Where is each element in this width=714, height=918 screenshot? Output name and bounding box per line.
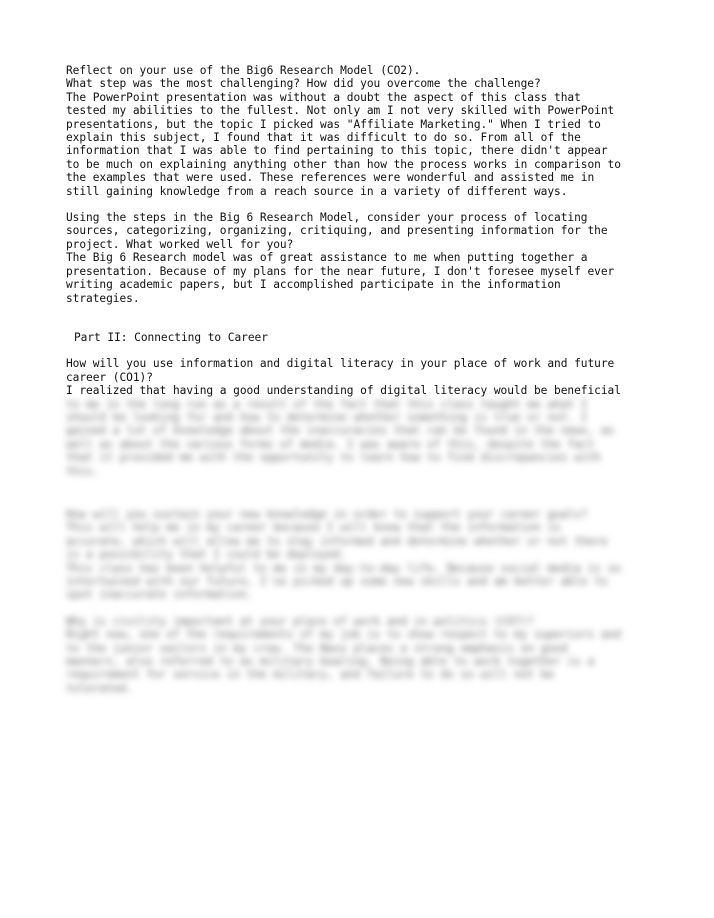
- answer-line: I realized that having a good understanding of digital literacy would be beneficial: [66, 384, 621, 398]
- big6-steps-section: [66, 211, 666, 305]
- answer-line: intertwined with our future, I've picked up some new skills and am better able to: [66, 575, 608, 588]
- answer-line: information that I was able to find pertaining to this topic, there didn't appear: [66, 144, 608, 158]
- answer-line: explain this subject, I found that it was difficult to do so. From all of the: [66, 131, 581, 145]
- civility-section: [66, 615, 666, 695]
- answer-line: gained a lot of knowledge about the inaccuracies that can be found in the news, as: [66, 424, 615, 438]
- question-line: What step was the most challenging? How did you overcome the challenge?: [66, 77, 541, 91]
- question-line: Why is civility important at your place of work and in politics (CO7)?: [66, 614, 534, 628]
- question-line: Using the steps in the Big 6 Research Model, consider your process of locating: [66, 211, 588, 225]
- part-heading: Part II: Connecting to Career: [74, 330, 268, 344]
- question-line: How will you use information and digital literacy in your place of work and future: [66, 357, 615, 371]
- document-body: [66, 64, 666, 695]
- digital-literacy-section: [66, 357, 666, 478]
- question-line: How will you sustain your new knowledge in order to support your career goals?: [66, 507, 588, 521]
- question-line: career (CO1)?: [66, 370, 153, 384]
- answer-line: presentation. Because of my plans for the near future, I don't foresee myself ever: [66, 264, 615, 278]
- reflection-section: [66, 64, 666, 198]
- answer-line: to the junior sailors in my crew. The Navy places a strong emphasis on good: [66, 641, 568, 655]
- answer-line: The PowerPoint presentation was without a doubt the aspect of this class that: [66, 90, 581, 104]
- answer-line: This class has been helpful to me in my day-to-day life. Because social media is so: [66, 561, 621, 575]
- answer-line: writing academic papers, but I accomplished participate in the information: [66, 278, 561, 292]
- answer-line: The Big 6 Research model was of great assistance to me when putting together a: [66, 251, 588, 265]
- answer-line: is a possibility that I could be deployed.: [66, 548, 347, 562]
- answer-line: tested my abilities to the fullest. Not only am I not very skilled with PowerPoint: [66, 104, 615, 118]
- answer-line: Right now, one of the requirements of my job is to show respect to my superiors and: [66, 628, 621, 642]
- answer-line: that it provided me with the opportunity to learn how to find discrepancies with: [66, 451, 601, 465]
- answer-line: this.: [66, 464, 100, 478]
- answer-line: tolerated.: [66, 681, 133, 695]
- answer-line: to me in the long run as a result of the fact that this class taught me what I: [66, 397, 588, 411]
- answer-line: presentations, but the topic I picked was "Affiliate Marketing." When I tried to: [66, 117, 601, 131]
- answer-line: strategies.: [66, 291, 140, 305]
- answer-line: spot inaccurate information.: [66, 588, 254, 602]
- question-line: project. What worked well for you?: [66, 237, 294, 251]
- sustain-knowledge-section: [66, 508, 666, 602]
- answer-line: This will help me in my career because I will know that the information is: [66, 521, 561, 535]
- answer-line: requirement for service in the military, and failure to do so will not be: [66, 668, 555, 682]
- answer-line: well as about the various forms of media. I was aware of this, despite the fact: [66, 437, 595, 451]
- answer-line: still gaining knowledge from a reach source in a variety of different ways.: [66, 184, 568, 198]
- answer-line: to be much on explaining anything other than how the process works in comparison to: [66, 157, 621, 171]
- answer-line: accurate, which will allow me to stay informed and determine whether or not there: [66, 534, 608, 548]
- answer-line: should be looking for and how to determine whether something is true or not. I: [66, 410, 588, 424]
- question-line: sources, categorizing, organizing, critiquing, and presenting information for the: [66, 224, 608, 238]
- answer-line: manners, also referred to as military bearing. Being able to work together is a: [66, 655, 595, 669]
- question-line: Reflect on your use of the Big6 Research Model (CO2).: [66, 64, 421, 77]
- answer-line: the examples that were used. These references were wonderful and assisted me in: [66, 171, 595, 185]
- blurred-answer: [66, 398, 666, 478]
